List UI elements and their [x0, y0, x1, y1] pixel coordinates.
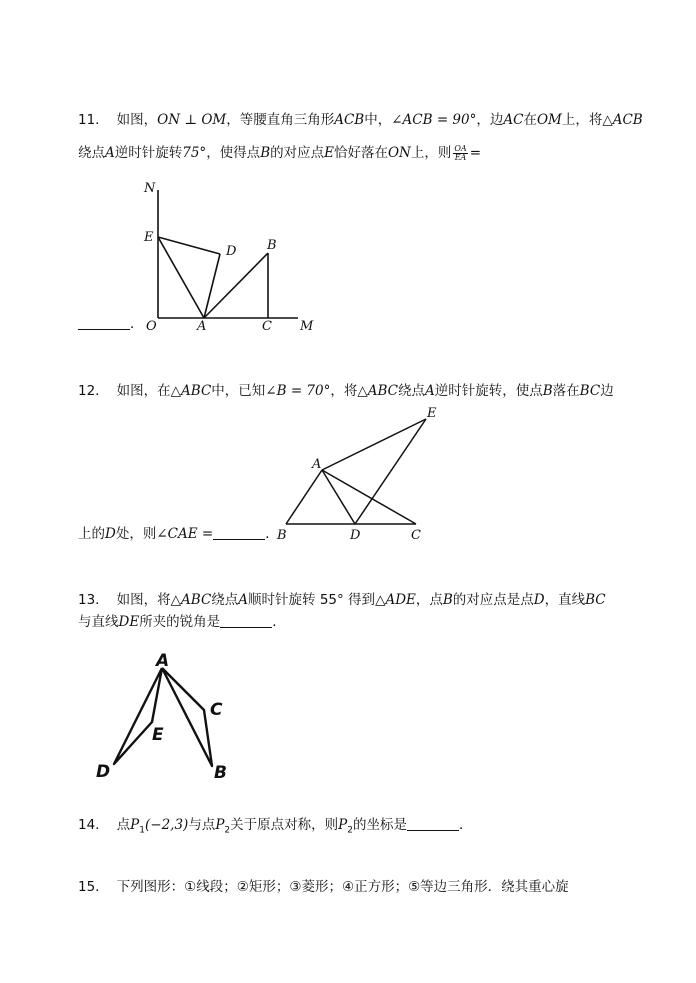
q11-label-C: C — [262, 319, 272, 334]
q12-seg-AC — [322, 470, 416, 524]
q11-seg-DA — [204, 254, 220, 318]
q11-label-M: M — [300, 319, 314, 334]
q13-label-D: D — [96, 762, 111, 782]
q11-answer-line: ． — [78, 314, 144, 334]
q13-label-B: B — [214, 763, 227, 783]
q12-label-E: E — [427, 406, 437, 421]
q11-label-E: E — [144, 230, 154, 245]
q13-label-E: E — [152, 725, 164, 745]
q12-line1: 12. 如图，在△ABC中，已知∠B = 70°，将△ABC绕点A逆时针旋转，使点B落在BC边 — [78, 383, 614, 399]
q14-number: 14. — [78, 817, 100, 833]
q12-seg-AB — [286, 470, 322, 524]
q12-number: 12. — [78, 383, 100, 399]
q13-triangle-ABC — [162, 668, 212, 766]
q13-triangle-ADE — [114, 668, 162, 764]
q13-line1: 13. 如图，将△ABC绕点A顺时针旋转 55° 得到△ADE，点B的对应点是点D，直线BC — [78, 592, 606, 608]
q12-line2: 上的D处，则∠CAE = ． — [78, 526, 279, 542]
q11-label-N: N — [144, 181, 156, 196]
q13-label-A: A — [156, 651, 170, 671]
q12-seg-AE — [322, 419, 426, 470]
q11-label-A: A — [197, 319, 207, 334]
q11-label-B: B — [267, 238, 277, 253]
q13-number: 13. — [78, 592, 100, 608]
q11-seg-ED — [158, 237, 220, 254]
q12-seg-AD — [322, 470, 355, 524]
q11-labels — [143, 181, 314, 334]
q11-line1: 11. 如图，ON ⊥ OM，等腰直角三角形ACB中，∠ACB = 90°，边AC在OM上，将△ACB — [78, 112, 643, 128]
figure-q13 — [114, 668, 212, 766]
q11-number: 11. — [78, 112, 100, 128]
q13-label-C: C — [210, 700, 223, 720]
q12-seg-DE — [355, 419, 426, 524]
q11-label-O: O — [146, 319, 157, 334]
q11-seg-EA — [158, 237, 204, 318]
q12-label-C: C — [411, 528, 421, 543]
q11-fraction: $\frac{OA}{EA}$ — [454, 143, 467, 162]
q11-label-D: D — [226, 244, 237, 259]
q15-line: 15. 下列图形：①线段；②矩形；③菱形；④正方形；⑤等边三角形．绕其重心旋 — [78, 879, 569, 895]
q13-line2: 与直线DE所夹的锐角是 . — [78, 614, 277, 630]
q11-seg-AB — [204, 253, 268, 318]
q11-line2: 绕点A逆时针旋转75°，使得点B的对应点E恰好落在ON上，则 $\frac{OA}{EA}$ = — [78, 143, 482, 162]
q12-label-D: D — [350, 528, 361, 543]
figure-q12 — [286, 419, 426, 524]
q15-number: 15. — [78, 879, 100, 895]
q12-label-A: A — [312, 457, 322, 472]
q12-label-B: B — [277, 528, 287, 543]
q14-line: 14. 点$P_1(-2,3)$与点$P_2$关于原点对称，则$P_2$的坐标是 ． — [78, 817, 473, 836]
